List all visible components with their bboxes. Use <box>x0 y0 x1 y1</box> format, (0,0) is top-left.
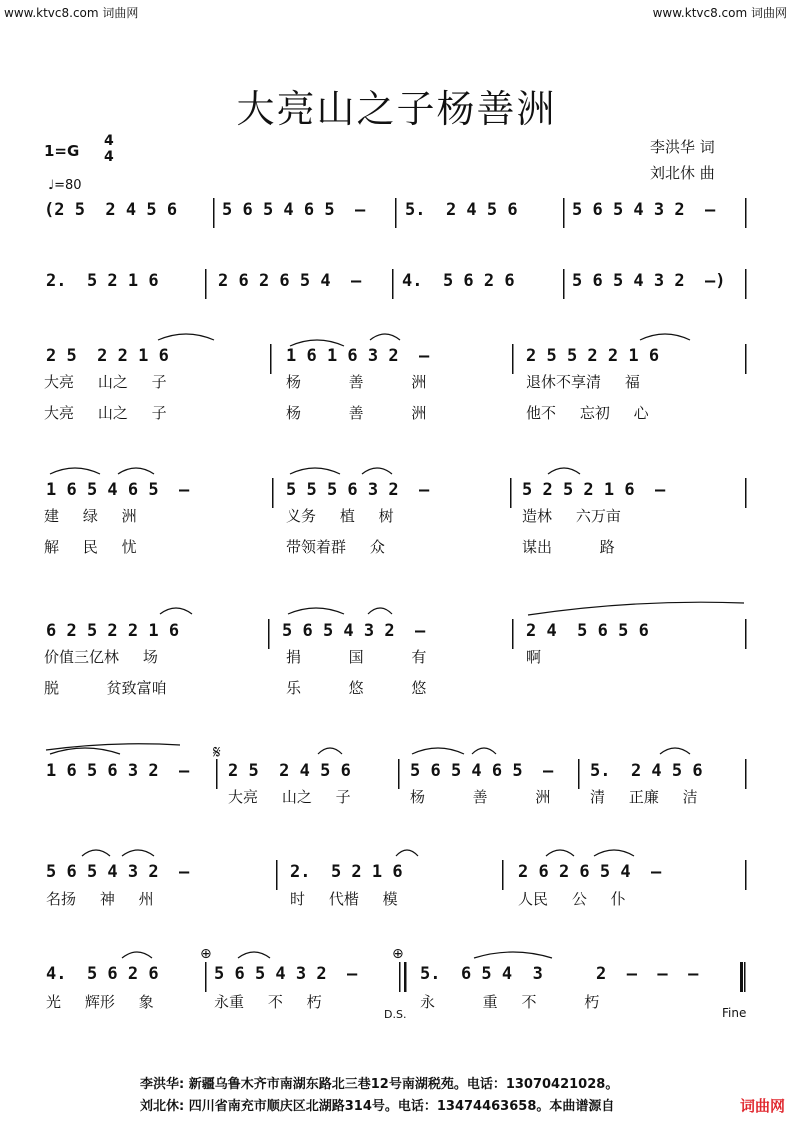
measure-notes: 2 6 2 6 5 4 – <box>518 862 662 882</box>
lyric-line: 价值三亿林 场 <box>44 648 158 666</box>
measure-notes: 2 – – – <box>596 964 699 984</box>
slur <box>288 608 344 614</box>
phrase-slur <box>528 602 744 615</box>
bar-line <box>205 269 207 299</box>
segno-icon: 𝄋 <box>213 742 221 763</box>
bar-line <box>745 198 747 228</box>
bar-line <box>502 860 504 890</box>
slur <box>238 952 270 958</box>
slur <box>546 850 574 856</box>
measure-notes: 2 4 5 6 5 6 <box>526 621 649 641</box>
measure-notes: 2. 5 2 1 6 <box>290 862 403 882</box>
watermark-left: www.ktvc8.com 词曲网 <box>4 6 139 20</box>
measure-notes: 2 5 5 2 2 1 6 <box>526 346 660 366</box>
bar-line <box>510 478 512 508</box>
lyric-line: 永 重 不 朽 <box>420 993 600 1011</box>
time-bottom: 4 <box>104 149 114 165</box>
measure-notes: 1 6 1 6 3 2 – <box>286 346 430 366</box>
coda-icon: ⊕ <box>200 946 212 962</box>
slur <box>362 468 392 474</box>
lyric-line: 乐 悠 悠 <box>286 679 427 697</box>
bar-line <box>205 962 207 992</box>
lyric-line: 人民 公 仆 <box>518 890 626 908</box>
slur <box>290 340 344 346</box>
lyric-line: 捐 国 有 <box>286 648 427 666</box>
lyric-line: 杨 善 洲 <box>286 373 427 391</box>
bar-line <box>216 759 218 789</box>
lyric-line: 大亮 山之 子 <box>44 404 167 422</box>
slur <box>660 748 690 754</box>
lyric-line: 时 代楷 模 <box>290 890 398 908</box>
bar-line <box>744 962 746 992</box>
lyricist-credit: 李洪华 词 <box>650 138 715 156</box>
slur <box>370 334 400 340</box>
slur <box>412 748 464 754</box>
bar-lines <box>205 198 747 992</box>
watermark-right: www.ktvc8.com 词曲网 <box>652 6 787 20</box>
slur <box>368 608 392 614</box>
slur <box>118 468 154 474</box>
composer-credit: 刘北休 曲 <box>650 164 715 182</box>
bar-line <box>745 860 747 890</box>
bar-line <box>745 478 747 508</box>
bar-line <box>270 344 272 374</box>
lyric-line: 啊 <box>526 648 542 666</box>
lyric-line: 大亮 山之 子 <box>44 373 167 391</box>
lyric-line: 脱 贫致富咱 <box>44 679 167 697</box>
slur <box>318 748 342 754</box>
bar-line <box>745 269 747 299</box>
measure-notes: 5 6 5 4 3 2 – <box>572 200 716 220</box>
measure-notes: (2 5 2 4 5 6 <box>44 200 178 220</box>
slur <box>396 850 418 856</box>
measure-notes: 4. 5 6 2 6 <box>402 271 515 291</box>
lyric-line: 造林 六万亩 <box>522 507 621 525</box>
footer-line-1: 李洪华: 新疆乌鲁木齐市南湖东路北三巷12号南湖税苑。电话：13070421028。 <box>140 1077 619 1092</box>
repeat-bar-line <box>404 962 407 992</box>
bar-line <box>745 759 747 789</box>
bar-line <box>512 619 514 649</box>
bar-line <box>745 344 747 374</box>
quarter-note-icon: ♩ <box>48 178 55 193</box>
slur <box>472 748 496 754</box>
measure-notes: 5. 6 5 4 3 <box>420 964 543 984</box>
slur <box>122 952 152 958</box>
measure-notes: 2 6 2 6 5 4 – <box>218 271 362 291</box>
bar-line <box>395 198 397 228</box>
slur <box>594 850 634 856</box>
measure-notes: 1 6 5 4 6 5 – <box>46 480 190 500</box>
bar-line <box>398 759 400 789</box>
lyric-line: 名扬 神 州 <box>46 890 154 908</box>
repeat-bar-line <box>740 962 743 992</box>
slur <box>548 468 580 474</box>
bar-line <box>563 198 565 228</box>
measure-notes: 2 5 2 4 5 6 <box>228 761 351 781</box>
bar-line <box>578 759 580 789</box>
measure-notes: 5 6 5 4 3 2 – <box>282 621 426 641</box>
slur <box>158 334 214 340</box>
bar-line <box>745 619 747 649</box>
bar-line <box>276 860 278 890</box>
song-title: 大亮山之子杨善洲 <box>236 87 557 131</box>
ds-marking: D.S. <box>384 1008 407 1021</box>
slurs <box>46 334 744 958</box>
measure-notes: 5 6 5 4 6 5 – <box>410 761 554 781</box>
lyric-line: 谋出 路 <box>522 538 615 556</box>
repeat-bar-line <box>399 962 401 992</box>
time-top: 4 <box>104 133 114 149</box>
footer-line-2: 刘北休: 四川省南充市顺庆区北湖路314号。电话：13474463658。本曲谱源自 <box>140 1099 615 1114</box>
measure-notes: 5 6 5 4 3 2 –) <box>572 271 726 291</box>
slur <box>50 468 100 474</box>
coda-icon-2: ⊕ <box>392 946 404 962</box>
measure-notes: 5. 2 4 5 6 <box>590 761 703 781</box>
bar-line <box>512 344 514 374</box>
measure-notes: 5 6 5 4 3 2 – <box>214 964 358 984</box>
slur <box>160 608 192 614</box>
slur <box>82 850 110 856</box>
slur <box>474 952 552 958</box>
lyric-line: 杨 善 洲 <box>410 788 551 806</box>
lyric-line: 建 绿 洲 <box>44 507 137 525</box>
measure-notes: 5 6 5 4 6 5 – <box>222 200 366 220</box>
lyric-line: 清 正廉 洁 <box>590 788 698 806</box>
bar-line <box>268 619 270 649</box>
lyric-line: 解 民 忧 <box>44 538 137 556</box>
lyric-line: 永重 不 朽 <box>214 993 322 1011</box>
bar-line <box>392 269 394 299</box>
measure-notes: 2 5 2 2 1 6 <box>46 346 169 366</box>
lyric-line: 他不 忘初 心 <box>526 404 649 422</box>
measure-notes: 6 2 5 2 2 1 6 <box>46 621 180 641</box>
measure-notes: 2. 5 2 1 6 <box>46 271 159 291</box>
lyric-line: 退休不享清 福 <box>526 373 640 391</box>
measure-notes: 5 2 5 2 1 6 – <box>522 480 666 500</box>
bar-line <box>213 198 215 228</box>
slur <box>50 748 120 754</box>
slur <box>640 334 690 340</box>
phrase-slur <box>46 744 180 750</box>
lyric-line: 光 辉形 象 <box>46 993 154 1011</box>
key-signature: 1=G <box>44 142 80 160</box>
bar-line <box>563 269 565 299</box>
measure-notes: 5. 2 4 5 6 <box>405 200 518 220</box>
bar-line <box>272 478 274 508</box>
lyric-line: 带领着群 众 <box>286 538 385 556</box>
fine-marking: Fine <box>722 1006 747 1020</box>
slur <box>122 850 154 856</box>
lyric-line: 杨 善 洲 <box>286 404 427 422</box>
slur <box>290 468 340 474</box>
measure-notes: 4. 5 6 2 6 <box>46 964 159 984</box>
site-logo: 词曲网 <box>739 1097 785 1115</box>
measure-notes: 5 6 5 4 3 2 – <box>46 862 190 882</box>
measure-notes: 5 5 5 6 3 2 – <box>286 480 430 500</box>
lyric-line: 义务 植 树 <box>286 507 394 525</box>
lyric-line: 大亮 山之 子 <box>228 788 351 806</box>
tempo-value: =80 <box>54 178 82 193</box>
measure-notes: 1 6 5 6 3 2 – <box>46 761 190 781</box>
